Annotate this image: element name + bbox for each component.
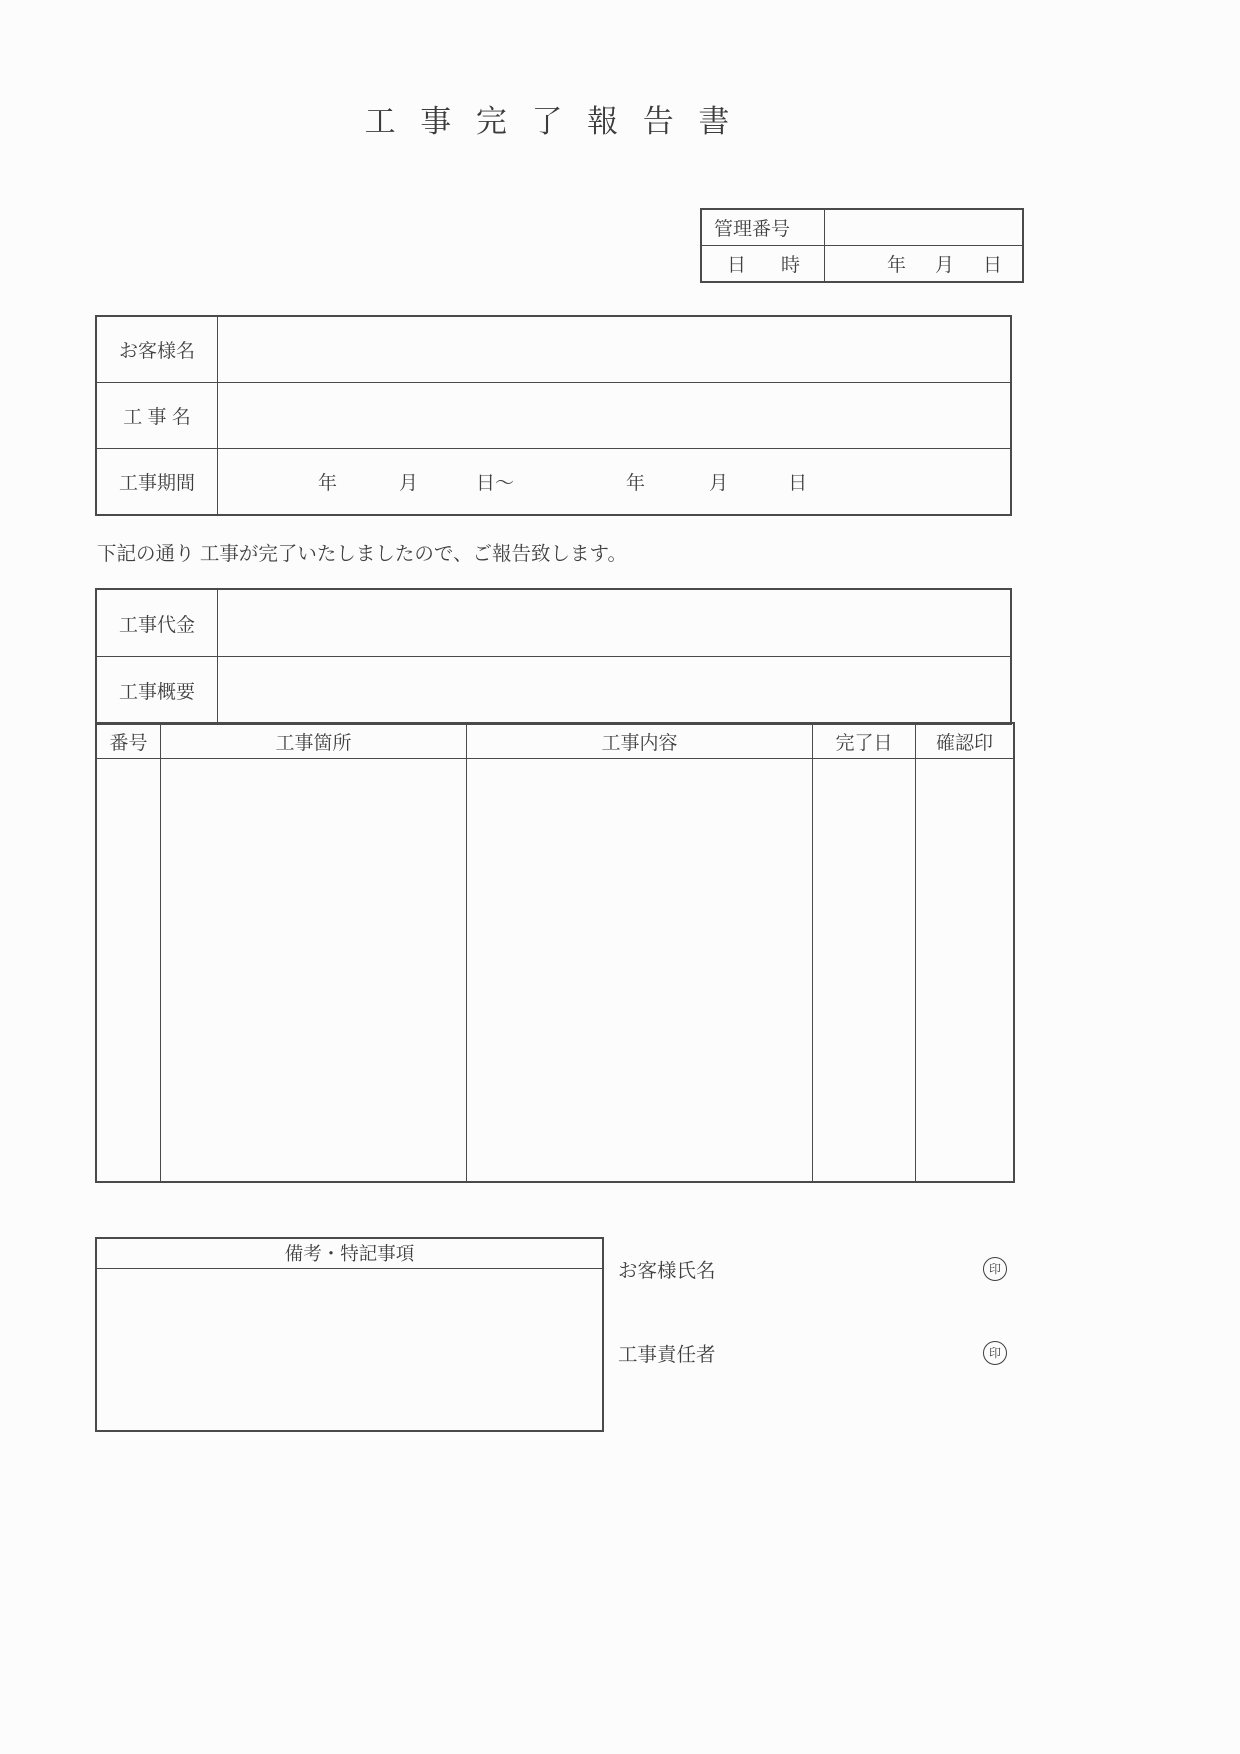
period-label: 工事期間 (96, 449, 218, 516)
period-end-day-label: 日 (788, 473, 808, 494)
summary-table (95, 588, 1012, 725)
number-column-field[interactable] (96, 759, 161, 1183)
remarks-box (95, 1237, 604, 1432)
table-row (96, 383, 1011, 449)
seal-character: 印 (988, 1262, 1001, 1276)
period-end-month-label: 月 (709, 473, 729, 494)
detail-table (95, 722, 1015, 1183)
remarks-title: 備考・特記事項 (97, 1239, 602, 1269)
period-end-year-label: 年 (626, 473, 646, 494)
location-column-field[interactable] (161, 759, 467, 1183)
manager-seal-icon (983, 1341, 1007, 1365)
remarks-field[interactable] (97, 1269, 602, 1435)
period-start-month-label: 月 (399, 473, 419, 494)
manager-signature-label: 工事責任者 (618, 1344, 716, 1366)
col-header-completion-date: 完了日 (813, 723, 916, 759)
detail-header-row (96, 723, 1014, 759)
table-row (96, 316, 1011, 383)
construction-name-field[interactable] (218, 383, 1012, 449)
month-label: 月 (935, 255, 955, 276)
date-time-label (701, 246, 825, 283)
confirmation-seal-column-field[interactable] (916, 759, 1015, 1183)
period-start-day-label: 日〜 (476, 473, 515, 494)
construction-summary-field[interactable] (218, 657, 1012, 725)
col-header-number: 番号 (96, 723, 161, 759)
customer-signature-row (618, 1254, 1007, 1284)
construction-cost-label: 工事代金 (96, 589, 218, 657)
col-header-location: 工事箇所 (161, 723, 467, 759)
table-row (96, 657, 1011, 725)
customer-signature-label: お客様氏名 (618, 1260, 716, 1282)
period-start-year-label: 年 (318, 473, 338, 494)
construction-name-label: 工 事 名 (96, 383, 218, 449)
date-label-day: 日 (727, 255, 747, 276)
year-label: 年 (887, 255, 907, 276)
customer-name-label: お客様名 (96, 316, 218, 383)
detail-body-row (96, 759, 1014, 1183)
table-row (701, 246, 1023, 283)
completion-notice-text: 下記の通り 工事が完了いたしましたので、ご報告致します。 (97, 543, 627, 565)
table-row (701, 209, 1023, 246)
date-label-time: 時 (780, 255, 800, 276)
manager-signature-row (618, 1338, 1007, 1368)
col-header-confirmation-seal: 確認印 (916, 723, 1015, 759)
construction-summary-label: 工事概要 (96, 657, 218, 725)
customer-table (95, 315, 1012, 516)
period-field[interactable] (218, 449, 1012, 516)
page-title: 工 事 完 了 報 告 書 (364, 104, 738, 139)
customer-seal-icon (983, 1257, 1007, 1281)
completion-date-column-field[interactable] (813, 759, 916, 1183)
control-number-field[interactable] (825, 209, 1024, 246)
day-label: 日 (983, 255, 1003, 276)
seal-character: 印 (988, 1346, 1001, 1360)
construction-cost-field[interactable] (218, 589, 1012, 657)
meta-table (700, 208, 1024, 283)
customer-name-field[interactable] (218, 316, 1012, 383)
table-row (96, 589, 1011, 657)
date-field[interactable] (825, 246, 1024, 283)
col-header-content: 工事内容 (467, 723, 813, 759)
content-column-field[interactable] (467, 759, 813, 1183)
table-row (96, 449, 1011, 516)
control-number-label: 管理番号 (701, 209, 825, 246)
